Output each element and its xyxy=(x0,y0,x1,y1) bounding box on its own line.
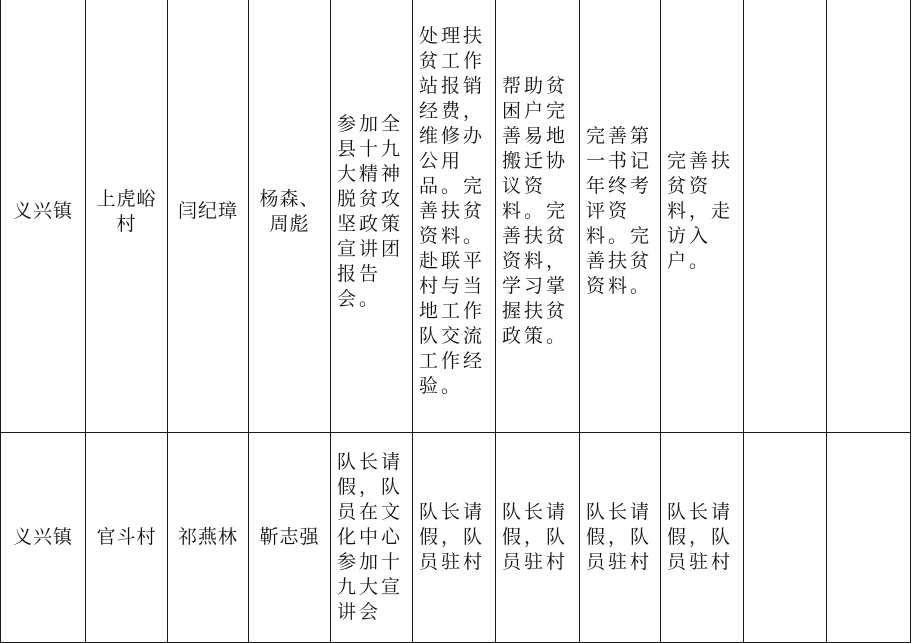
table-row xyxy=(1,433,911,643)
table-row xyxy=(1,0,911,433)
day-cell: 处理扶贫工作站报销经费，维修办公用品。完善扶贫资料。赴联平村与当地工作队交流工作经验。 xyxy=(413,0,496,433)
day-cell: 完善第一书记年终考评资料。完善扶贫资料。 xyxy=(580,0,661,433)
day-cell: 队长请假，队员驻村 xyxy=(580,433,661,643)
day-cell xyxy=(827,0,911,433)
town-cell: 义兴镇 xyxy=(1,433,86,643)
village-cell: 官斗村 xyxy=(86,433,168,643)
town-cell: 义兴镇 xyxy=(1,0,86,433)
cadre-cell: 靳志强 xyxy=(249,433,331,643)
day-cell: 队长请假，队员驻村 xyxy=(661,433,744,643)
cadre-cell: 杨森、周彪 xyxy=(249,0,331,433)
member-cell: 闫纪璋 xyxy=(168,0,249,433)
day-cell: 队长请假，队员驻村 xyxy=(413,433,496,643)
day-cell: 帮助贫困户完善易地搬迁协议资料。完善扶贫资料，学习掌握扶贫政策。 xyxy=(496,0,580,433)
day-cell: 队长请假，队员驻村 xyxy=(496,433,580,643)
village-cell: 上虎峪村 xyxy=(86,0,168,433)
day-cell xyxy=(744,0,827,433)
day-cell xyxy=(744,433,827,643)
day-cell xyxy=(827,433,911,643)
day-cell: 完善扶贫资料，走访入户。 xyxy=(661,0,744,433)
member-cell: 祁燕林 xyxy=(168,433,249,643)
day-cell: 参加全县十九大精神脱贫攻坚政策宣讲团报告会。 xyxy=(331,0,413,433)
day-cell: 队长请假，队员在文化中心参加十九大宣讲会 xyxy=(331,433,413,643)
